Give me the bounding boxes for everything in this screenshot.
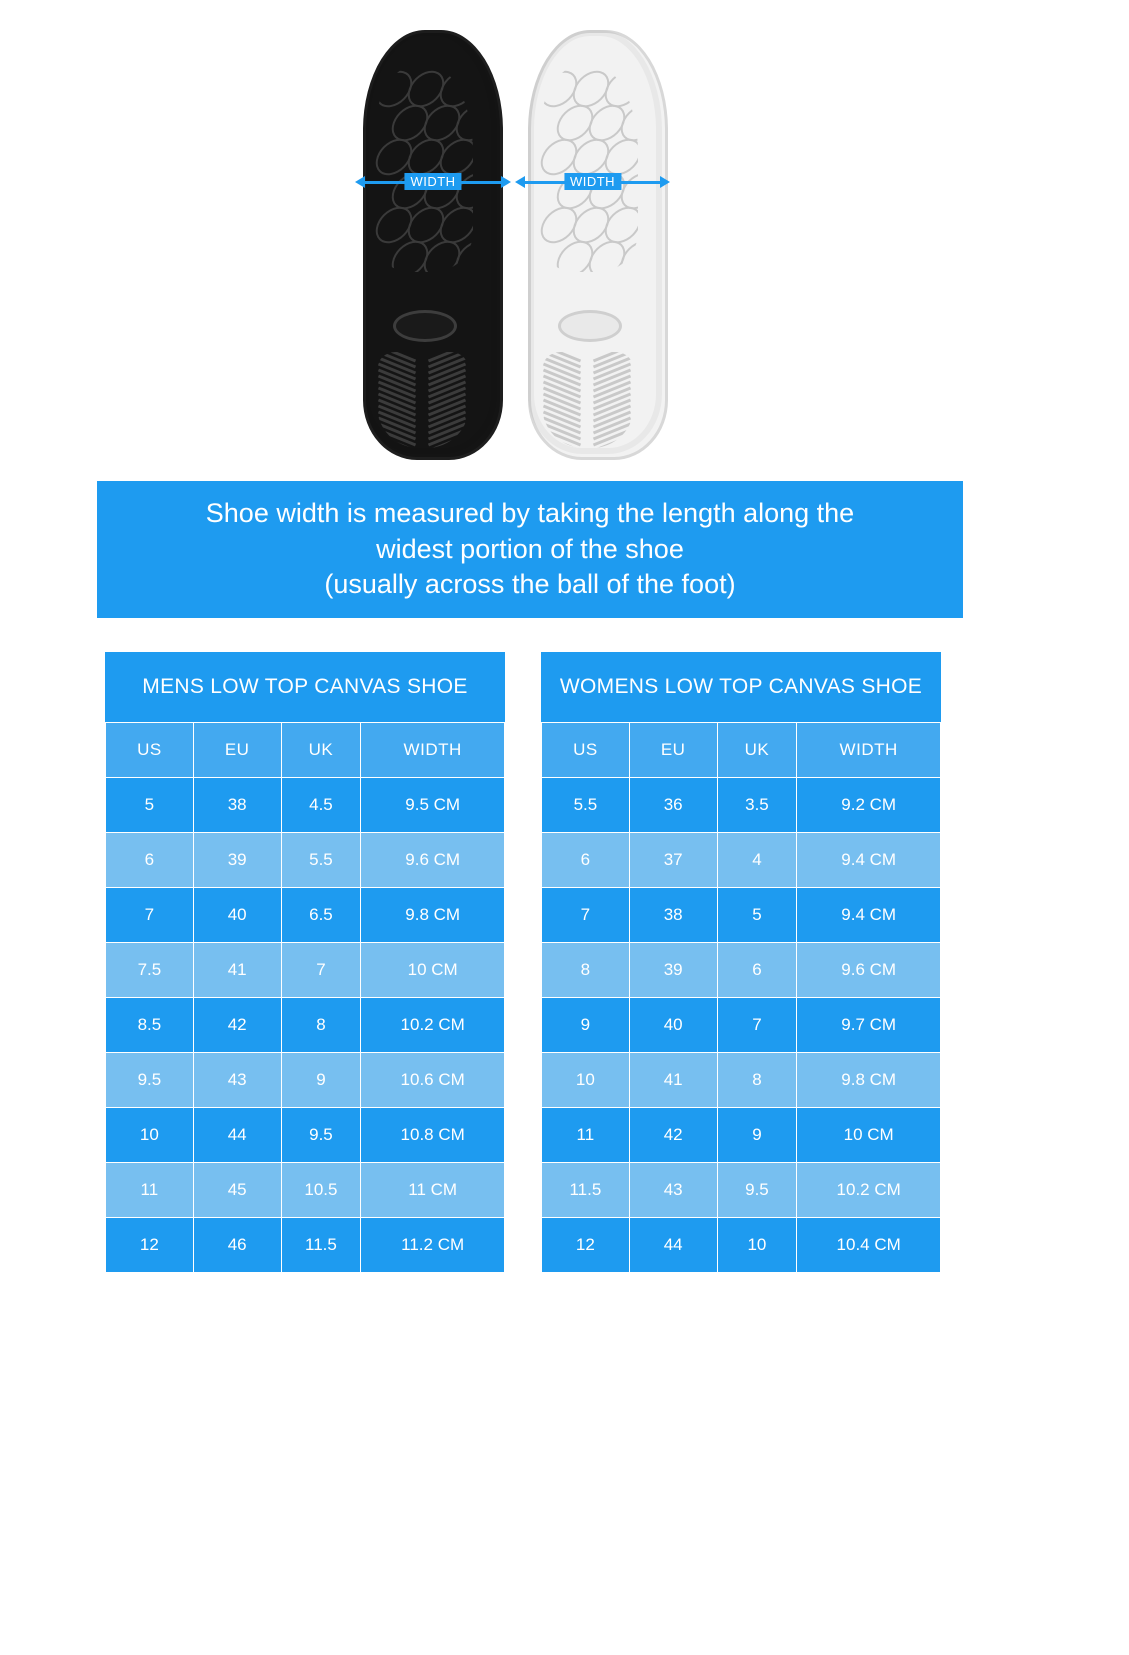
cell-width: 11.2 CM [361,1218,505,1273]
toe-tread-pattern [371,62,473,272]
black-shoe-sole-image [355,22,505,462]
cell-eu: 41 [629,1053,717,1108]
cell-us: 6 [542,833,630,888]
column-header-eu: EU [193,723,281,778]
cell-us: 7 [542,888,630,943]
measurement-note-banner [97,481,963,618]
cell-us: 11.5 [542,1163,630,1218]
table-header-row [542,723,941,778]
cell-uk: 10.5 [281,1163,361,1218]
cell-eu: 39 [629,943,717,998]
cell-us: 11 [106,1163,194,1218]
mens-size-table [105,652,505,1273]
cell-eu: 45 [193,1163,281,1218]
cell-us: 9 [542,998,630,1053]
cell-width: 9.4 CM [797,833,941,888]
cell-width: 9.5 CM [361,778,505,833]
cell-uk: 9 [281,1053,361,1108]
cell-us: 8 [542,943,630,998]
sole-logo-oval [393,310,457,342]
note-line-2: widest portion of the shoe [376,533,684,564]
cell-width: 10 CM [797,1108,941,1163]
cell-eu: 38 [193,778,281,833]
cell-width: 10.8 CM [361,1108,505,1163]
cell-us: 5 [106,778,194,833]
cell-uk: 7 [717,998,797,1053]
cell-us: 8.5 [106,998,194,1053]
column-header-us: US [542,723,630,778]
cell-eu: 37 [629,833,717,888]
arrow-right-head-icon [660,176,670,188]
cell-eu: 40 [193,888,281,943]
table-row [106,778,505,833]
table-row [542,943,941,998]
table-row [106,1163,505,1218]
cell-eu: 36 [629,778,717,833]
white-shoe-sole-image [520,22,670,462]
cell-eu: 46 [193,1218,281,1273]
column-header-uk: UK [717,723,797,778]
cell-width: 10 CM [361,943,505,998]
cell-us: 7.5 [106,943,194,998]
cell-uk: 5 [717,888,797,943]
shoe-sole-illustration [355,22,675,462]
cell-uk: 4 [717,833,797,888]
table-row [106,1053,505,1108]
width-label-left: WIDTH [404,173,461,190]
cell-eu: 41 [193,943,281,998]
mens-table-title: MENS LOW TOP CANVAS SHOE [105,652,505,722]
cell-eu: 43 [193,1053,281,1108]
cell-width: 9.8 CM [361,888,505,943]
table-row [542,1163,941,1218]
cell-width: 10.4 CM [797,1218,941,1273]
arrow-right-head-icon [501,176,511,188]
cell-width: 10.6 CM [361,1053,505,1108]
cell-width: 10.2 CM [361,998,505,1053]
cell-uk: 7 [281,943,361,998]
cell-width: 9.6 CM [797,943,941,998]
cell-uk: 9.5 [281,1108,361,1163]
cell-us: 12 [106,1218,194,1273]
cell-eu: 39 [193,833,281,888]
table-row [106,998,505,1053]
cell-us: 12 [542,1218,630,1273]
cell-us: 9.5 [106,1053,194,1108]
note-line-3: (usually across the ball of the foot) [324,569,736,600]
table-row [542,778,941,833]
cell-uk: 6.5 [281,888,361,943]
womens-size-table [541,652,941,1273]
cell-width: 9.7 CM [797,998,941,1053]
heel-tread-pattern [542,352,634,448]
cell-us: 5.5 [542,778,630,833]
cell-uk: 9 [717,1108,797,1163]
cell-uk: 11.5 [281,1218,361,1273]
cell-eu: 43 [629,1163,717,1218]
cell-uk: 3.5 [717,778,797,833]
cell-us: 10 [106,1108,194,1163]
width-measure-arrow-right [515,172,670,192]
cell-eu: 42 [629,1108,717,1163]
table-header-row [106,723,505,778]
cell-uk: 5.5 [281,833,361,888]
table-row [542,998,941,1053]
cell-us: 7 [106,888,194,943]
cell-uk: 10 [717,1218,797,1273]
column-header-width: WIDTH [797,723,941,778]
cell-width: 9.2 CM [797,778,941,833]
column-header-eu: EU [629,723,717,778]
cell-width: 10.2 CM [797,1163,941,1218]
cell-width: 9.6 CM [361,833,505,888]
cell-eu: 42 [193,998,281,1053]
toe-tread-pattern [536,62,638,272]
width-label-right: WIDTH [564,173,621,190]
mens-size-chart [105,722,505,1273]
table-row [106,833,505,888]
heel-tread-pattern [377,352,469,448]
cell-us: 10 [542,1053,630,1108]
cell-us: 11 [542,1108,630,1163]
cell-uk: 8 [281,998,361,1053]
table-row [542,833,941,888]
table-row [106,1218,505,1273]
cell-width: 9.4 CM [797,888,941,943]
cell-uk: 9.5 [717,1163,797,1218]
note-line-1: Shoe width is measured by taking the length along the [205,497,855,528]
cell-uk: 4.5 [281,778,361,833]
cell-us: 6 [106,833,194,888]
cell-width: 9.8 CM [797,1053,941,1108]
table-row [106,1108,505,1163]
cell-eu: 44 [629,1218,717,1273]
table-row [542,1218,941,1273]
sole-logo-oval [558,310,622,342]
cell-eu: 38 [629,888,717,943]
column-header-us: US [106,723,194,778]
cell-eu: 44 [193,1108,281,1163]
womens-table-title: WOMENS LOW TOP CANVAS SHOE [541,652,941,722]
table-row [106,943,505,998]
cell-width: 11 CM [361,1163,505,1218]
table-row [106,888,505,943]
column-header-uk: UK [281,723,361,778]
table-row [542,1108,941,1163]
cell-eu: 40 [629,998,717,1053]
width-measure-arrow-left [355,172,511,192]
table-row [542,1053,941,1108]
cell-uk: 6 [717,943,797,998]
womens-size-chart [541,722,941,1273]
cell-uk: 8 [717,1053,797,1108]
column-header-width: WIDTH [361,723,505,778]
table-row [542,888,941,943]
